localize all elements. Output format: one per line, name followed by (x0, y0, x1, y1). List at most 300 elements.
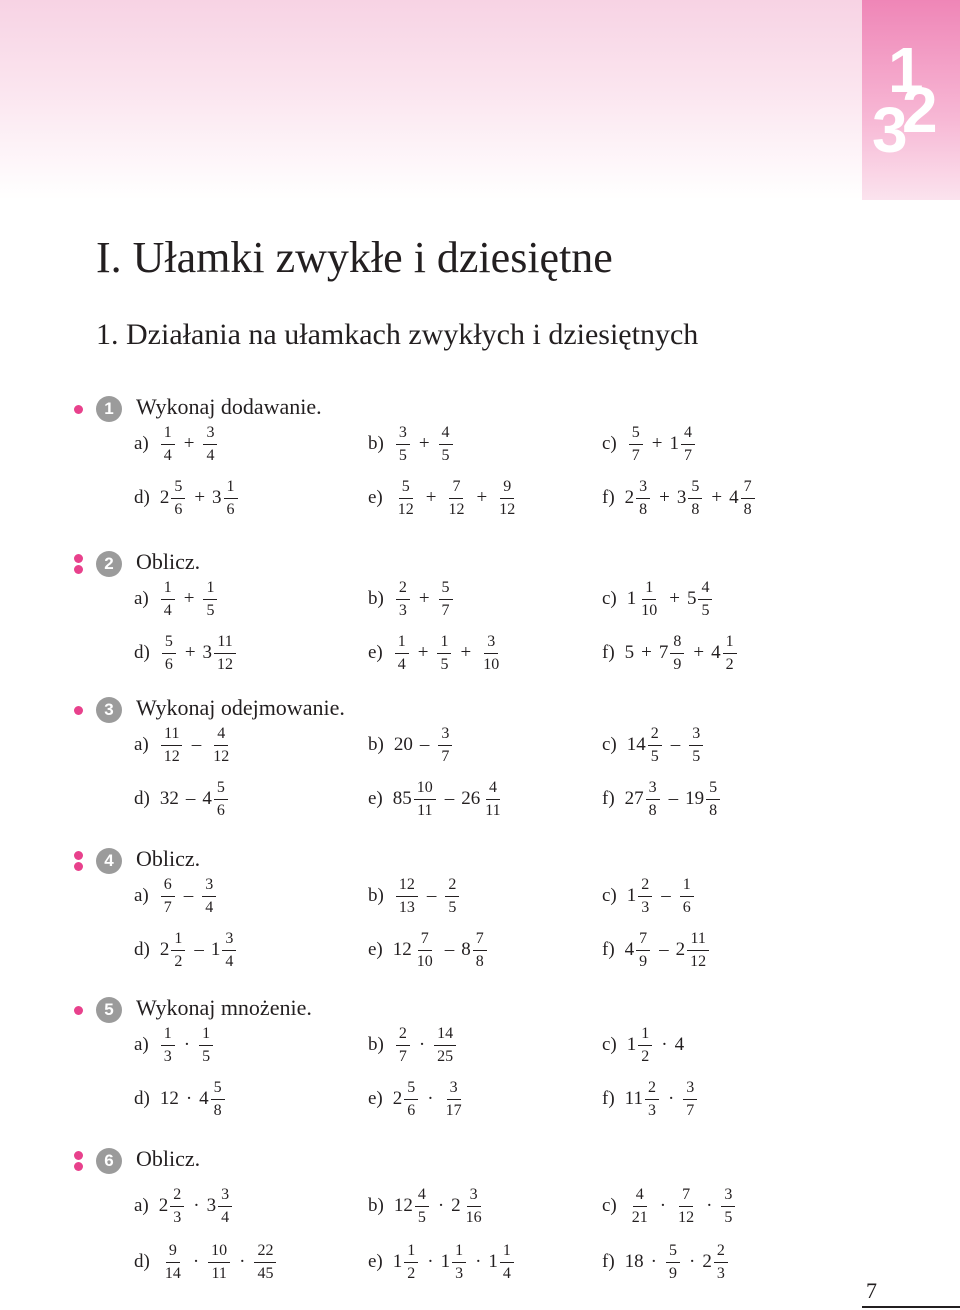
fraction (482, 778, 503, 819)
operator: · (475, 1251, 482, 1272)
fraction-denominator: 5 (650, 747, 659, 765)
exercise-item (368, 920, 489, 980)
fraction (162, 632, 176, 673)
exercise-item (368, 414, 455, 474)
operator: – (670, 734, 681, 755)
difficulty-dots (72, 1148, 88, 1174)
exercise-label: a) (134, 734, 149, 755)
exercise-item (134, 1069, 227, 1129)
exercise-label: d) (134, 487, 150, 508)
operator: · (193, 1195, 200, 1216)
fraction (443, 1078, 465, 1119)
exercise-label: d) (134, 1251, 150, 1272)
fraction-denominator: 4 (225, 952, 234, 970)
fraction (396, 875, 418, 916)
whole-number: 27 (624, 788, 644, 809)
fraction (254, 1241, 276, 1282)
fraction-denominator: 21 (631, 1208, 648, 1226)
whole-number: 11 (624, 1088, 643, 1109)
fraction-numerator: 3 (218, 1185, 232, 1206)
fraction (636, 477, 650, 518)
exercise-label: b) (368, 1034, 384, 1055)
corner-digit: 2 (902, 74, 938, 146)
fraction-denominator: 3 (716, 1264, 725, 1282)
operator: · (192, 1251, 200, 1272)
fraction-denominator: 5 (724, 1208, 733, 1226)
exercise-item (134, 769, 230, 829)
fraction-numerator: 5 (399, 477, 413, 498)
operator: · (706, 1195, 713, 1216)
fraction-numerator: 1 (638, 1024, 652, 1045)
operator: + (711, 487, 723, 508)
exercise-label: b) (368, 1195, 384, 1216)
whole-number: 4 (729, 487, 739, 508)
task-instruction: Oblicz. (136, 1146, 201, 1171)
fraction-numerator: 1 (161, 423, 175, 444)
exercise-label: c) (602, 1034, 617, 1055)
exercise-label: f) (602, 788, 615, 809)
whole-number: 8 (461, 939, 471, 960)
fraction-numerator: 5 (439, 578, 453, 599)
difficulty-dot (74, 706, 83, 715)
fraction (224, 477, 238, 518)
fraction (202, 875, 216, 916)
fraction-numerator: 3 (222, 929, 236, 950)
header-band (0, 0, 960, 200)
operator: – (426, 885, 437, 906)
fraction-numerator: 1 (437, 632, 451, 653)
fraction-denominator: 4 (206, 446, 215, 464)
difficulty-dots (72, 551, 88, 577)
fraction-numerator: 2 (638, 875, 652, 896)
whole-number: 2 (675, 939, 686, 960)
fraction (741, 477, 755, 518)
exercise-item (602, 1232, 730, 1292)
fraction-numerator: 2 (170, 1185, 184, 1206)
exercise-item (602, 1176, 737, 1236)
fraction-numerator: 3 (467, 1185, 481, 1206)
fraction (681, 423, 695, 464)
fraction-numerator: 10 (208, 1241, 230, 1262)
fraction-denominator: 2 (641, 1047, 650, 1065)
fraction (683, 1078, 697, 1119)
operator: – (444, 939, 455, 960)
exercise-item (602, 468, 757, 528)
page-number-rule (862, 1306, 960, 1308)
fraction-denominator: 2 (174, 952, 183, 970)
operator: · (185, 1088, 193, 1109)
operator: + (418, 588, 430, 609)
fraction (496, 477, 518, 518)
exercise-item (602, 920, 711, 980)
operator: · (437, 1195, 445, 1216)
fraction-denominator: 4 (205, 898, 214, 916)
whole-number: 12 (159, 1088, 179, 1109)
fraction-numerator: 1 (680, 875, 694, 896)
page-number: 7 (866, 1278, 877, 1303)
fraction (162, 1241, 184, 1282)
whole-number: 26 (461, 788, 481, 809)
whole-number: 5 (624, 642, 635, 663)
fraction-numerator: 14 (434, 1024, 456, 1045)
difficulty-dots (72, 997, 88, 1023)
fraction-numerator: 1 (500, 1241, 514, 1262)
whole-number: 20 (393, 734, 413, 755)
fraction-numerator: 7 (636, 929, 650, 950)
fraction (222, 929, 236, 970)
fraction-denominator: 4 (397, 655, 406, 673)
fraction-denominator: 3 (647, 1101, 656, 1119)
fraction (210, 724, 232, 765)
whole-number: 14 (626, 734, 646, 755)
fraction-numerator: 1 (199, 1024, 213, 1045)
fraction-numerator: 3 (396, 423, 410, 444)
exercise-item (368, 623, 504, 683)
corner-digit: 3 (872, 94, 908, 166)
fraction-numerator: 2 (396, 578, 410, 599)
fraction (645, 1078, 659, 1119)
operator: + (194, 487, 206, 508)
fraction-denominator: 12 (397, 500, 414, 518)
fraction (211, 1078, 225, 1119)
exercise-label: d) (134, 1088, 150, 1109)
fraction-denominator: 6 (174, 500, 183, 518)
fraction-numerator: 5 (629, 423, 643, 444)
fraction-numerator: 4 (486, 778, 500, 799)
fraction-denominator: 7 (163, 898, 172, 916)
difficulty-dot (74, 862, 83, 871)
fraction-denominator: 12 (213, 747, 230, 765)
operator: – (444, 788, 455, 809)
fraction-denominator: 5 (441, 446, 450, 464)
exercise-label: d) (134, 642, 150, 663)
difficulty-dot (74, 851, 83, 860)
fraction (203, 423, 217, 464)
fraction-denominator: 6 (164, 655, 173, 673)
task-number-badge: 4 (96, 848, 122, 874)
exercise-label: d) (134, 939, 150, 960)
fraction (473, 929, 487, 970)
operator: – (191, 734, 202, 755)
task-number-badge: 5 (96, 997, 122, 1023)
operator: – (419, 734, 430, 755)
fraction-numerator: 1 (161, 578, 175, 599)
exercise-item (368, 1176, 487, 1236)
fraction-numerator: 3 (721, 1185, 735, 1206)
fraction-numerator: 3 (202, 875, 216, 896)
fraction-denominator: 9 (673, 655, 682, 673)
fraction-denominator: 12 (163, 747, 180, 765)
difficulty-dot (74, 565, 83, 574)
exercise-label: a) (134, 885, 149, 906)
fraction-numerator: 3 (689, 724, 703, 745)
fraction-denominator: 3 (163, 1047, 172, 1065)
fraction (452, 1241, 466, 1282)
fraction-denominator: 12 (499, 500, 516, 518)
fraction (404, 1078, 418, 1119)
fraction-denominator: 7 (441, 747, 450, 765)
exercise-item (368, 715, 454, 775)
fraction-numerator: 1 (161, 1024, 175, 1045)
task-instruction: Wykonaj odejmowanie. (136, 695, 345, 720)
fraction (171, 477, 185, 518)
fraction-numerator: 9 (166, 1241, 180, 1262)
fraction (438, 724, 452, 765)
fraction (698, 578, 712, 619)
fraction-denominator: 10 (483, 655, 500, 673)
exercise-item (602, 569, 714, 629)
exercise-item (134, 866, 218, 926)
operator: + (184, 642, 196, 663)
fraction (395, 632, 409, 673)
fraction-denominator: 12 (690, 952, 707, 970)
fraction-denominator: 8 (691, 500, 700, 518)
fraction (395, 477, 417, 518)
operator: · (427, 1251, 434, 1272)
whole-number: 4 (674, 1034, 685, 1055)
fraction-denominator: 7 (398, 1047, 407, 1065)
exercise-label: a) (134, 1034, 149, 1055)
difficulty-dot (74, 1151, 83, 1160)
fraction-numerator: 1 (395, 632, 409, 653)
fraction (414, 778, 436, 819)
fraction-numerator: 5 (666, 1241, 680, 1262)
operator: – (659, 939, 669, 960)
exercise-label: a) (134, 1195, 149, 1216)
fraction-denominator: 14 (164, 1264, 181, 1282)
fraction-denominator: 7 (631, 446, 640, 464)
exercise-label: b) (368, 588, 384, 609)
fraction-numerator: 9 (500, 477, 514, 498)
fraction (638, 875, 652, 916)
fraction (638, 1024, 652, 1065)
fraction (439, 578, 453, 619)
fraction (218, 1185, 232, 1226)
fraction-denominator: 8 (213, 1101, 222, 1119)
fraction-numerator: 3 (447, 1078, 461, 1099)
operator: · (667, 1088, 675, 1109)
fraction-denominator: 17 (445, 1101, 462, 1119)
operator: + (641, 642, 652, 663)
whole-number: 1 (626, 885, 637, 906)
exercise-label: f) (602, 1251, 615, 1272)
operator: · (239, 1251, 246, 1272)
fraction-numerator: 3 (203, 423, 217, 444)
fraction (161, 578, 175, 619)
operator: + (476, 487, 488, 508)
exercise-item (134, 1232, 278, 1292)
operator: + (460, 642, 472, 663)
fraction (445, 875, 459, 916)
task-number-badge: 6 (96, 1148, 122, 1174)
fraction-numerator: 4 (439, 423, 453, 444)
fraction-numerator: 1 (171, 929, 185, 950)
operator: · (650, 1251, 657, 1272)
fraction-denominator: 3 (173, 1208, 182, 1226)
fraction (396, 578, 410, 619)
fraction (445, 477, 467, 518)
exercise-item (134, 715, 234, 775)
fraction (161, 724, 183, 765)
operator: · (659, 1195, 667, 1216)
whole-number: 3 (202, 642, 213, 663)
fraction-denominator: 7 (686, 1101, 695, 1119)
fraction (723, 632, 737, 673)
fraction-denominator: 6 (407, 1101, 416, 1119)
fraction-denominator: 10 (416, 952, 433, 970)
fraction-numerator: 2 (648, 724, 662, 745)
fraction-numerator: 2 (445, 875, 459, 896)
fraction-denominator: 2 (407, 1264, 416, 1282)
fraction-denominator: 5 (417, 1208, 426, 1226)
exercise-label: a) (134, 433, 149, 454)
fraction (214, 632, 236, 673)
whole-number: 1 (669, 433, 679, 454)
exercise-label: f) (602, 642, 615, 663)
whole-number: 3 (212, 487, 222, 508)
fraction-denominator: 9 (639, 952, 648, 970)
fraction-numerator: 1 (452, 1241, 466, 1262)
fraction-denominator: 16 (465, 1208, 482, 1226)
exercise-item (602, 623, 739, 683)
whole-number: 2 (159, 939, 170, 960)
fraction-denominator: 10 (641, 601, 658, 619)
operator: + (669, 588, 680, 609)
fraction-denominator: 5 (701, 601, 710, 619)
fraction (666, 1241, 680, 1282)
exercise-item (602, 1069, 699, 1129)
whole-number: 85 (392, 788, 412, 809)
whole-number: 12 (392, 939, 412, 960)
exercise-item (368, 1015, 458, 1075)
whole-number: 2 (159, 487, 170, 508)
difficulty-dots (72, 697, 88, 723)
fraction (171, 929, 185, 970)
fraction (415, 1185, 429, 1226)
fraction-denominator: 12 (448, 500, 465, 518)
fraction-numerator: 12 (396, 875, 418, 896)
operator: · (418, 1034, 426, 1055)
fraction-denominator: 11 (485, 801, 501, 819)
exercise-item (602, 769, 722, 829)
exercise-label: a) (134, 588, 149, 609)
difficulty-dot (74, 405, 83, 414)
exercise-label: c) (602, 885, 617, 906)
exercise-item (134, 414, 219, 474)
fraction (629, 423, 643, 464)
fraction-numerator: 7 (449, 477, 463, 498)
fraction (414, 929, 436, 970)
fraction-numerator: 3 (484, 632, 498, 653)
task-instruction: Wykonaj dodawanie. (136, 394, 322, 419)
task-instruction: Oblicz. (136, 846, 201, 871)
fraction-denominator: 11 (211, 1264, 227, 1282)
fraction (646, 778, 660, 819)
fraction-denominator: 13 (398, 898, 415, 916)
exercise-label: e) (368, 1251, 383, 1272)
fraction (161, 423, 175, 464)
fraction-numerator: 22 (254, 1241, 276, 1262)
whole-number: 4 (202, 788, 212, 809)
operator: – (183, 885, 194, 906)
task-instruction: Wykonaj mnożenie. (136, 995, 312, 1020)
fraction (434, 1024, 456, 1065)
whole-number: 1 (392, 1251, 403, 1272)
whole-number: 2 (702, 1251, 712, 1272)
fraction-numerator: 5 (706, 778, 720, 799)
exercise-label: f) (602, 487, 615, 508)
fraction-denominator: 4 (221, 1208, 230, 1226)
fraction-numerator: 5 (688, 477, 702, 498)
task-number-badge: 3 (96, 697, 122, 723)
fraction (404, 1241, 418, 1282)
fraction-denominator: 5 (440, 655, 449, 673)
fraction-numerator: 5 (404, 1078, 418, 1099)
fraction-denominator: 4 (163, 446, 172, 464)
fraction (721, 1185, 735, 1226)
fraction-denominator: 8 (648, 801, 657, 819)
whole-number: 4 (624, 939, 635, 960)
fraction-numerator: 1 (723, 632, 737, 653)
fraction (500, 1241, 514, 1282)
fraction-denominator: 8 (743, 500, 752, 518)
whole-number: 1 (626, 588, 637, 609)
fraction-denominator: 4 (163, 601, 172, 619)
fraction-denominator: 8 (639, 500, 648, 518)
fraction-denominator: 5 (398, 446, 407, 464)
fraction (170, 1185, 184, 1226)
exercise-label: c) (602, 433, 617, 454)
operator: · (427, 1088, 434, 1109)
exercise-item (134, 1015, 215, 1075)
fraction (680, 875, 694, 916)
whole-number: 3 (676, 487, 687, 508)
exercise-item (134, 468, 240, 528)
exercise-item (368, 569, 455, 629)
fraction-numerator: 2 (396, 1024, 410, 1045)
fraction (480, 632, 502, 673)
fraction-numerator: 7 (679, 1185, 693, 1206)
fraction (208, 1241, 230, 1282)
whole-number: 1 (488, 1251, 498, 1272)
exercise-item (602, 414, 697, 474)
fraction-numerator: 5 (211, 1078, 225, 1099)
whole-number: 18 (624, 1251, 644, 1272)
operator: + (183, 588, 195, 609)
fraction-denominator: 6 (216, 801, 225, 819)
whole-number: 5 (686, 588, 697, 609)
exercise-item (368, 1232, 516, 1292)
whole-number: 7 (658, 642, 669, 663)
operator: · (688, 1251, 696, 1272)
fraction-numerator: 11 (161, 724, 182, 745)
whole-number: 4 (199, 1088, 209, 1109)
whole-number: 32 (159, 788, 179, 809)
operator: – (185, 788, 196, 809)
fraction (638, 578, 660, 619)
whole-number: 4 (711, 642, 721, 663)
fraction (688, 477, 702, 518)
task-instruction: Oblicz. (136, 549, 201, 574)
whole-number: 2 (451, 1195, 461, 1216)
operator: · (183, 1034, 191, 1055)
whole-number: 19 (685, 788, 705, 809)
fraction-denominator: 5 (692, 747, 701, 765)
fraction (396, 1024, 410, 1065)
exercise-item (134, 623, 238, 683)
fraction (439, 423, 453, 464)
fraction (161, 875, 175, 916)
